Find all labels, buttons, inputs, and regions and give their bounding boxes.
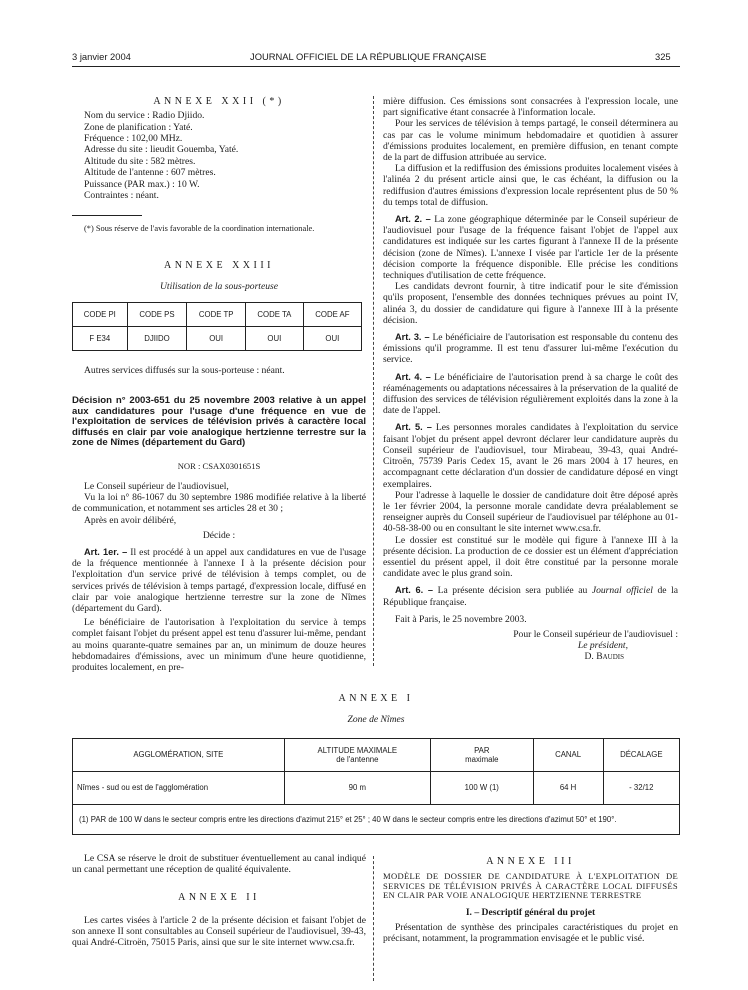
art2-label: Art. 2. – [395,214,431,225]
annexe3-subtitle: MODÈLE DE DOSSIER DE CANDIDATURE À L'EXPLOITATION DE SERVICES DE TÉLÉVISION PRIVÉS À CARACTÈRE LOCAL DIFFUSÉS EN CLAIR PAR VOIE ANALOGIQUE HERTZIENNE TERRESTRE [383,871,678,901]
annexe22-line: Altitude du site : 582 mètres. [84,155,196,167]
column-divider [373,96,374,666]
annexe22-line: Altitude de l'antenne : 607 mètres. [84,167,216,179]
art6-text-a: La présente décision sera publiée au [437,585,592,597]
page-number: 325 [655,51,671,62]
article-6 [383,585,678,607]
annexe1-title: ANNEXE I [338,693,414,704]
annexe22-line: Zone de planification : Yaté. [84,121,193,133]
bottom-left [72,853,366,948]
table-cell: OUI [303,327,361,351]
table-header-cell: CODE PS [127,303,187,327]
table-cell: OUI [187,327,246,351]
art5-paragraph-2: Pour l'adresse à laquelle le dossier de candidature doit être déposé après le 1er février 2004, la personne morale candidate devra préalablement se renseigner auprès du Conseil supérieur de l'audiovisuel par téléphone au 01-40-58-38-00 ou en consultant le site internet www.csa.fr. [383,489,678,535]
art5-paragraph-3: Le dossier est constitué sur le modèle qui figure à l'annexe III à la présente décision. La production de ce dossier est un élément d'appréciation essentiel du présent appel, il doit être constitué par la personne morale candidate avec le plus grand soin. [383,534,678,580]
decision-nor: NOR : CSAX0301651S [177,461,261,471]
art5-text: Les personnes morales candidates à l'exploitation du service faisant l'objet du présent appel devront déclarer leur candidature auprès du Conseil supérieur de l'audiovisuel, tour Mirabeau, 39-43, quai André-Citroën, 75739 Paris Cedex 15, avant le 26 mars 2004 à 17 heures, en accompagnant cette déclaration d'un dossier de candidature déposé en vingt exemplaires. [383,422,678,490]
right-paragraph-2: Pour les services de télévision à temps partagé, le conseil déterminera au cas par cas le volume minimum hebdomadaire et quotidien à assurer d'émissions produites localement, en première diffusion, en tenant compte de la part de diffusion attribuée au service. [383,118,678,164]
bottom-right [383,856,678,945]
art1-label: Art. 1er. – [84,547,128,558]
annexe22-line: Adresse du site : lieudit Gouemba, Yaté. [84,144,239,156]
annexe3-title: ANNEXE III [486,856,575,867]
annexe22-footnote: (*) Sous réserve de l'avis favorable de la coordination internationale. [84,224,315,233]
article-3 [383,332,678,366]
table-cell: Nîmes - sud ou est de l'agglomération [73,772,285,805]
art6-journal: Journal officiel [591,585,653,597]
signature-for: Pour le Conseil supérieur de l'audiovisuel : [513,628,678,640]
art1-paragraph-2: Le bénéficiaire de l'autorisation à l'exploitation du service à temps complet faisant l'objet du présent appel est tenu d'assurer lui-même, pendant au moins quarante-quatre semaines par an, un minimum de douze heures hebdomadaires d'émissions, avec un minimum d'une heure quotidienne, produites localement, en pre- [72,617,366,674]
section-title: I. – Descriptif général du projet [465,906,596,918]
annexe2-title: ANNEXE II [178,892,260,904]
header-date: 3 janvier 2004 [72,51,131,62]
annexe23-title: ANNEXE XXIII [163,260,275,271]
annexe22-line: Contraintes : néant. [84,190,159,202]
annexe23-note: Autres services diffusés sur la sous-porteuse : néant. [84,365,285,376]
table-header-cell [284,739,430,772]
decision-title: Décision n° 2003-651 du 25 novembre 2003 relative à un appel aux candidatures pour l'usage d'une fréquence en vue de l'exploitation de services de télévision privés à caractère local diffusés en clair par voie analogique hertzienne terrestre sur la zone de Nîmes (département du Gard) [72,395,366,449]
table-header-cell: CODE TP [187,303,246,327]
right-column [383,96,678,663]
art3-label: Art. 3. – [395,332,430,343]
art1-text: Il est procédé à un appel aux candidatures en vue de l'usage de la fréquence mentionnée à l'annexe I à la présente décision pour l'exploitation d'un service privé de télévision à temps complet, ou de services privés de télévision à temps partagé, d'expression locale, diffusé en clair par voie analogique hertzienne terrestre sur la zone de Nîmes (département du Gard). [72,547,366,615]
annexe22-line: Fréquence : 102,00 MHz. [84,133,183,145]
intro-line: Le Conseil supérieur de l'audiovisuel, [84,481,229,492]
art3-text: Le bénéficiaire de l'autorisation est responsable du contenu des émissions qu'il programme. Il est tenu d'assurer lui-même l'exécution du service. [383,332,678,366]
subcarrier-table [72,302,362,351]
signature-name: D. Baudis [584,651,624,663]
right-paragraph-1: mière diffusion. Ces émissions sont consacrées à l'expression locale, une part significative étant consacrée à l'information locale. [383,96,678,119]
table-cell: DJIIDO [127,327,187,351]
right-paragraph-3: La diffusion et la rediffusion des émissions produites localement visées à l'alinéa 2 du présent article ainsi que, le cas échéant, la diffusion ou la rediffusion d'autres émissions d'expression locale représentent plus de 50 % du temps total de diffusion. [383,163,678,208]
annexe22-lines [84,110,366,201]
annexe22-title: ANNEXE XXII (*) [153,96,285,107]
table-cell: F E34 [73,327,128,351]
intro-line: Vu la loi n° 86-1067 du 30 septembre 1986 modifiée relative à la liberté de communication, et notamment ses articles 28 et 30 ; [72,492,366,515]
annexe22-line: Nom du service : Radio Djiido. [84,110,205,122]
header-rule [72,66,680,67]
table-header-cell: CODE PI [73,303,128,327]
table-footnote-row [73,805,680,835]
table-cell: 100 W (1) [431,772,533,805]
art2-text: La zone géographique déterminée par le Conseil supérieur de l'audiovisuel pour l'usage de la fréquence faisant l'objet de l'appel aux candidatures est indiquée sur les cartes figurant à l'annexe II de la présente décision (zone de Nîmes). L'annexe I visée par l'article 1er de la présente décision comporte la fréquence disponible. Elle précise les conditions techniques d'utilisation de cette fréquence. [383,214,678,282]
table-cell: 64 H [533,772,603,805]
header-line: ALTITUDE MAXIMALE [317,746,398,755]
table-row [73,772,680,805]
section-text: Présentation de synthèse des principales caractéristiques du projet en précisant, notamment, la programmation envisagée et le public visé. [383,922,678,945]
art4-text: Le bénéficiaire de l'autorisation prend à sa charge le coût des réaménagements ou adaptations nécessaires à la préservation de la qualité de diffusion des services de télévision régulièrement exploités dans la zone à la date de l'appel. [383,371,678,417]
art6-label: Art. 6. – [395,585,434,596]
annexe23-subtitle: Utilisation de la sous-porteuse [159,281,279,292]
annexe1-subtitle: Zone de Nîmes [347,714,405,725]
footnote-rule [72,215,142,216]
article-4 [383,372,678,417]
art2-paragraph-2: Les candidats devront fournir, à titre indicatif pour le site d'émission qu'ils proposent, l'ensemble des données techniques prévues au point IV, alinéa 3, du dossier de candidature qui figure à l'annexe III à la présente décision. [383,281,678,326]
header-line: de l'antenne [336,755,379,764]
table-header-cell: CANAL [533,739,603,772]
table-header-row [73,739,680,772]
decision-intro [72,481,366,673]
article-2 [383,214,678,281]
article-1 [72,547,366,614]
decide-label: Décide : [202,529,236,541]
table-cell: 90 m [284,772,430,805]
art4-label: Art. 4. – [395,371,431,382]
art6-text-b: de la République française. [383,585,679,608]
intro-line: Après en avoir délibéré, [84,514,177,526]
table-header-cell: AGGLOMÉRATION, SITE [73,739,285,772]
column-divider-bottom [373,856,374,981]
left-column [72,96,366,201]
header-line: PAR [474,746,490,755]
table-row [73,327,362,351]
table-header-cell: DÉCALAGE [603,739,679,772]
zone-table [72,738,680,835]
table-header-cell: CODE TA [246,303,304,327]
journal-title: JOURNAL OFFICIEL DE LA RÉPUBLIQUE FRANÇAISE [250,51,487,62]
article-5 [383,422,678,489]
table-header-cell [431,739,533,772]
annexe22-line: Puissance (PAR max.) : 10 W. [84,178,200,190]
art5-label: Art. 5. – [395,422,432,433]
table-header-row [73,303,362,327]
signature-role: Le président, [577,640,628,652]
header-line: maximale [465,755,499,764]
done-at: Fait à Paris, le 25 novembre 2003. [395,613,527,625]
annexe2-text: Les cartes visées à l'article 2 de la présente décision et faisant l'objet de son annexe II sont consultables au Conseil supérieur de l'audiovisuel, 39-43, quai André-Citroën, 75015 Paris, ainsi que sur le site internet www.csa.fr. [72,914,366,949]
table-footnote: (1) PAR de 100 W dans le secteur compris entre les directions d'azimut 215° et 25° ; 40 W dans le secteur compris entre les directions d'azimut 50° et 190°. [73,805,680,835]
table-cell: OUI [246,327,304,351]
table-cell: - 32/12 [603,772,679,805]
csa-note: Le CSA se réserve le droit de substituer éventuellement au canal indiqué un canal permettant une réception de qualité équivalente. [72,853,366,876]
table-header-cell: CODE AF [303,303,361,327]
